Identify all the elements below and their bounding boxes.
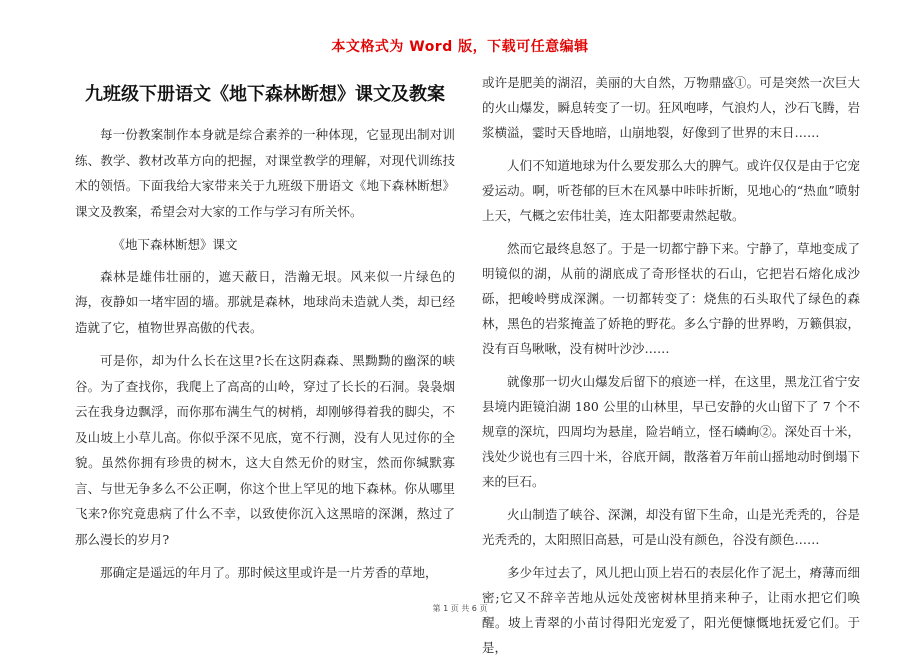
paragraph: 多少年过去了，风儿把山顶上岩石的表层化作了泥土，瘠薄而细密;它又不辞辛苦地从远处茂密树林里捎来种子，让雨水把它们唤醒。坡上青翠的小苗讨得阳光宠爱了，阳光便慷慨地抚爱它们。于是，: [482, 565, 860, 655]
intro-paragraph: 每一份教案制作本身就是综合素养的一种体现，它显现出制对训练、教学、教材改革方向的把握，对课堂教学的理解，对现代训练技术的领悟。下面我给大家带来关于九班级下册语文《地下森林断想》课文及教案，希望会对大家的工作与学习有所关怀。: [75, 127, 455, 219]
paragraph: 或许是肥美的湖沼，美丽的大自然，万物鼎盛①。可是突然一次巨大的火山爆发，瞬息转变了一切。狂风咆哮，气浪灼人，沙石飞腾，岩浆横溢，霎时天昏地暗，山崩地裂，好像到了世界的末日……: [482, 75, 860, 140]
page-number: 第 1 页 共 6 页: [432, 604, 488, 613]
paragraph: 森林是雄伟壮丽的，遮天蔽日，浩瀚无垠。风来似一片绿色的海，夜静如一堵牢固的墙。那就是森林，地球尚未造就人类，却已经造就了它，植物世界高傲的代表。: [75, 268, 455, 335]
paragraph: 可是你，却为什么长在这里?长在这阴森森、黑黝黝的幽深的峡谷。为了查找你，我爬上了高高的山岭，穿过了长长的石洞。袅袅烟云在我身边飘浮，而你那布满生气的树梢，却刚够得着我的脚尖，不及山坡上小草儿高。你似乎深不见底，宽不行测，没有人见过你的全貌。虽然你拥有珍贵的树木，这大自然无价的财宝，然而你缄默寡言、与世无争多么不公正啊，你这个世上罕见的地下森林。你从哪里飞来?你究竟患病了什么不幸，以致使你沉入这黑暗的深渊，熬过了那么漫长的岁月?: [75, 353, 455, 547]
paragraph: 然而它最终息怒了。于是一切都宁静下来。宁静了，草地变成了明镜似的湖，从前的湖底成了奇形怪状的石山，它把岩石熔化成沙砾，把峻岭劈成深渊。一切都转变了：烧焦的石头取代了绿色的森林，黑色的岩浆掩盖了娇艳的野花。多么宁静的世界哟，万籁俱寂，没有百鸟啾啾，没有树叶沙沙……: [482, 241, 860, 356]
page-title: 九班级下册语文《地下森林断想》课文及教案: [85, 84, 445, 105]
section-subtitle: 《地下森林断想》课文: [112, 237, 238, 252]
paragraph: 就像那一切火山爆发后留下的痕迹一样，在这里，黑龙江省宁安县境内距镜泊湖 180 公里的山林里，早已安静的火山留下了 7 个不规章的深坑，四周均为悬崖，险岩峭立，怪石嶙峋②。深处百十米，浅处少说也有三四十米，谷底开阔，散落着万年前山摇地动时倒塌下来的巨石。: [482, 374, 860, 489]
paragraph: 火山制造了峡谷、深渊，却没有留下生命，山是光秃秃的，谷是光秃秃的，太阳照旧高悬，可是山没有颜色，谷没有颜色……: [482, 507, 860, 547]
right-column: [482, 70, 860, 668]
paragraph: 那确定是遥远的年月了。那时候这里或许是一片芳香的草地，: [100, 565, 438, 580]
left-column: [75, 76, 455, 594]
paragraph: 人们不知道地球为什么要发那么大的脾气。或许仅仅是由于它宠爱运动。啊，听苍郁的巨木在风暴中咔咔折断，见地心的“热血”喷射上天，气概之宏伟壮美，连太阳都要肃然起敬。: [482, 158, 860, 223]
format-banner: 本文格式为 Word 版，下载可任意编辑: [331, 39, 589, 55]
